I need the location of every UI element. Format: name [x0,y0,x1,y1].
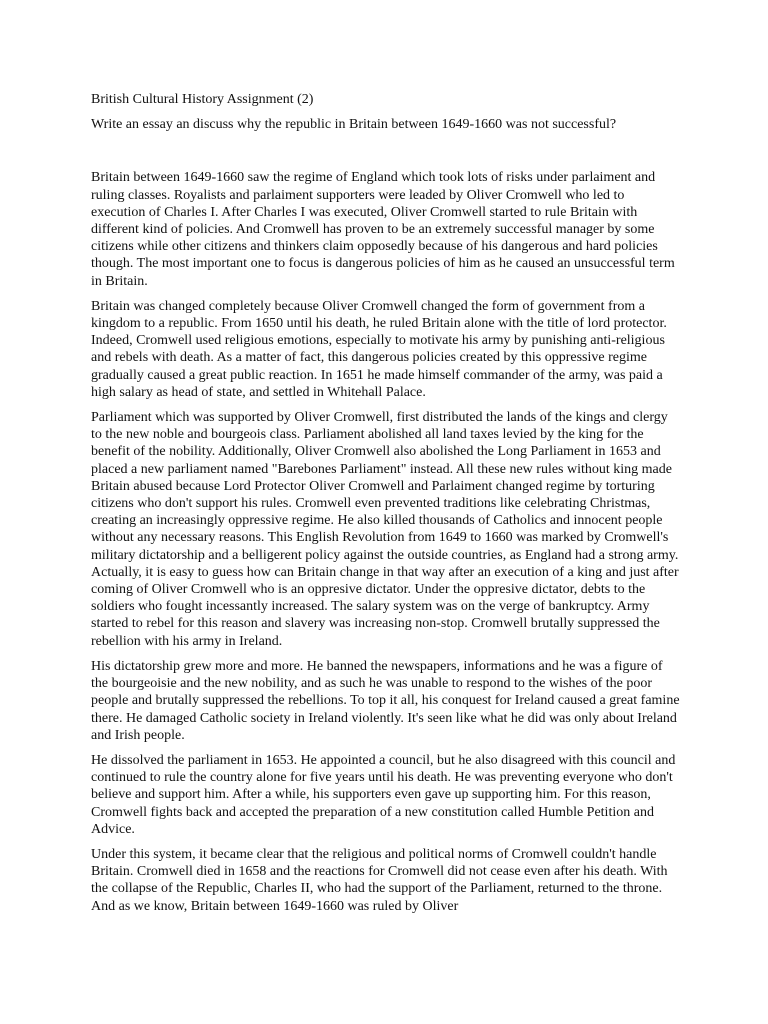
paragraph-2: Britain was changed completely because Oliver Cromwell changed the form of government from a kingdom to a republic. From 1650 until his death, he ruled Britain alone with the title of lord protector. Indeed, Cromwell used religious emotions, especially to motivate his army by punishing anti-religious and rebels with death. As a matter of fact, this dangerous policies created by this oppressive regime gradually caused a great public reaction. In 1651 he made himself commander of the army, was paid a high salary as head of state, and settled in Whitehall Palace. [91,298,667,400]
document-title: British Cultural History Assignment (2) [91,92,314,107]
paragraph-3: Parliament which was supported by Oliver Cromwell, first distributed the lands of the kings and clergy to the new noble and bourgeois class. Parliament abolished all land taxes levied by the king for the benefit of the nobility. Additionally, Oliver Cromwell also abolished the Long Parliament in 1653 and placed a new parliament named "Barebones Parliament" instead. All these new rules without king made Britain abused because Lord Protector Oliver Cromwell and Parlaiment changed regime by torturing citizens who don't support his rules. Cromwell even prevented traditions like celebrating Christmas, creating an increasingly oppressive regime. He also killed thousands of Catholics and innocent people without any necessary reasons. This English Revolution from 1649 to 1660 was marked by Cromwell's military dictatorship and a belligerent policy against the outside countries, as England had a strong army. Actually, it is easy to guess how can Britain change in that way after an execution of a king and just after coming of Oliver Cromwell who is an oppresive dictator. Under the oppresive dictator, debts to the soldiers who fought incessantly increased. The salary system was on the verge of bankruptcy. Army started to rebel for this reason and slavery was increasing non-stop. Cromwell brutally suppressed the rebellion with his army in Ireland. [91,410,679,649]
paragraph-1: Britain between 1649-1660 saw the regime of England which took lots of risks under parlaiment and ruling classes. Royalists and parlaiment supporters were leaded by Oliver Cromwell who led to execution of Charles I. After Charles I was executed, Oliver Cromwell started to rule Britain with different kind of policies. And Cromwell has proven to be an extremely successful manager by some citizens while other citizens and thinkers claim opposedly because of his dangerous and hard policies though. The most important one to focus is dangerous policies of him as he caused an unsuccessful term in Britain. [91,170,675,289]
paragraph-4: His dictatorship grew more and more. He banned the newspapers, informations and he was a figure of the bourgeoisie and the new nobility, and as such he was unable to respond to the wishes of the poor people and brutally suppressed the rebellions. To top it all, his conquest for Ireland caused a great famine there. He damaged Catholic society in Ireland violently. It's seen like what he did was only about Ireland and Irish people. [91,658,680,743]
essay-question: Write an essay an discuss why the republic in Britain between 1649-1660 was not successful? [91,117,617,133]
document-body [91,91,681,923]
paragraph-6: Under this system, it became clear that the religious and political norms of Cromwell couldn't handle Britain. Cromwell died in 1658 and the reactions for Cromwell did not cease even after his death. With the collapse of the Republic, Charles II, who had the support of the Parliament, returned to the throne. And as we know, Britain between 1649-1660 was ruled by Oliver [91,846,668,914]
paragraph-5: He dissolved the parliament in 1653. He appointed a council, but he also disagreed with this council and continued to rule the country alone for five years until his death. He was preventing everyone who don't believe and support him. After a while, his supporters even gave up supporting him. For this reason, Cromwell fights back and accepted the preparation of a new constitution called Humble Petition and Advice. [91,752,676,837]
